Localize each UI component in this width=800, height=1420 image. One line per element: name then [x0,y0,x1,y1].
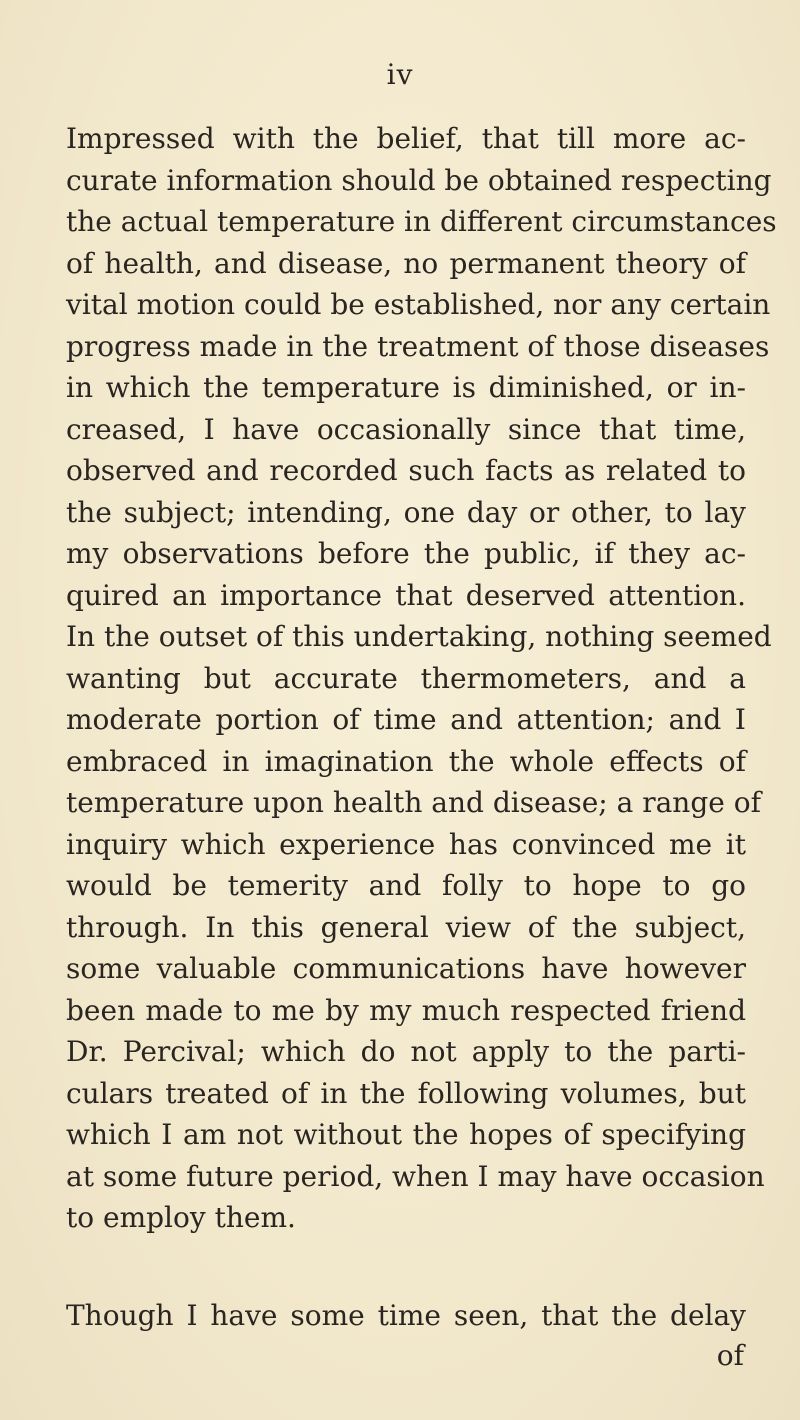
page-number: iv [386,58,414,91]
text-line: culars treated of in the following volumes, but [66,1076,746,1110]
text-line: Impressed with the belief, that till more ac- [66,122,746,155]
text-line: at some future period, when I may have occasion [66,1159,765,1193]
catchword: of [716,1339,744,1372]
text-line: the subject; intending, one day or other, to lay [66,495,746,529]
text-line: moderate portion of time and attention; and I [66,703,746,736]
text-line: inquiry which experience has convinced me it [66,827,746,861]
text-line: to employ them. [66,1201,296,1234]
text-line: progress made in the treatment of those diseases [66,329,770,363]
text-line: some valuable communications have however [66,952,746,985]
text-line: In the outset of this undertaking, nothing seemed [66,620,772,653]
text-line: which I am not without the hopes of specifying [66,1118,746,1151]
text-line: creased, I have occasionally since that time, [66,412,746,446]
text-line: quired an importance that deserved attention. [66,578,746,612]
text-line: temperature upon health and disease; a range of [66,786,761,819]
text-line: Though I have some time seen, that the delay [66,1298,746,1332]
text-line: in which the temperature is diminished, or in- [66,371,746,404]
text-line: Dr. Percival; which do not apply to the parti- [66,1035,746,1068]
text-line: observed and recorded such facts as related to [66,454,746,487]
text-line: through. In this general view of the subject, [66,910,746,944]
text-line: vital motion could be established, nor any certain [66,288,771,321]
text-line: curate information should be obtained respecting [66,163,772,197]
paragraph-1 [66,118,777,1239]
paragraph-gap [66,1239,746,1295]
text-line: the actual temperature in different circumstances [66,205,777,238]
text-line: would be temerity and folly to hope to go [66,869,746,902]
paragraph-2 [66,1295,746,1377]
text-line: wanting but accurate thermometers, and a [66,661,746,695]
text-line: my observations before the public, if they ac- [66,537,746,570]
body-text [66,118,777,1376]
text-line: been made to me by my much respected friend [66,993,746,1027]
text-line: embraced in imagination the whole effects of [66,744,746,778]
text-line: of health, and disease, no permanent theory of [66,246,746,280]
